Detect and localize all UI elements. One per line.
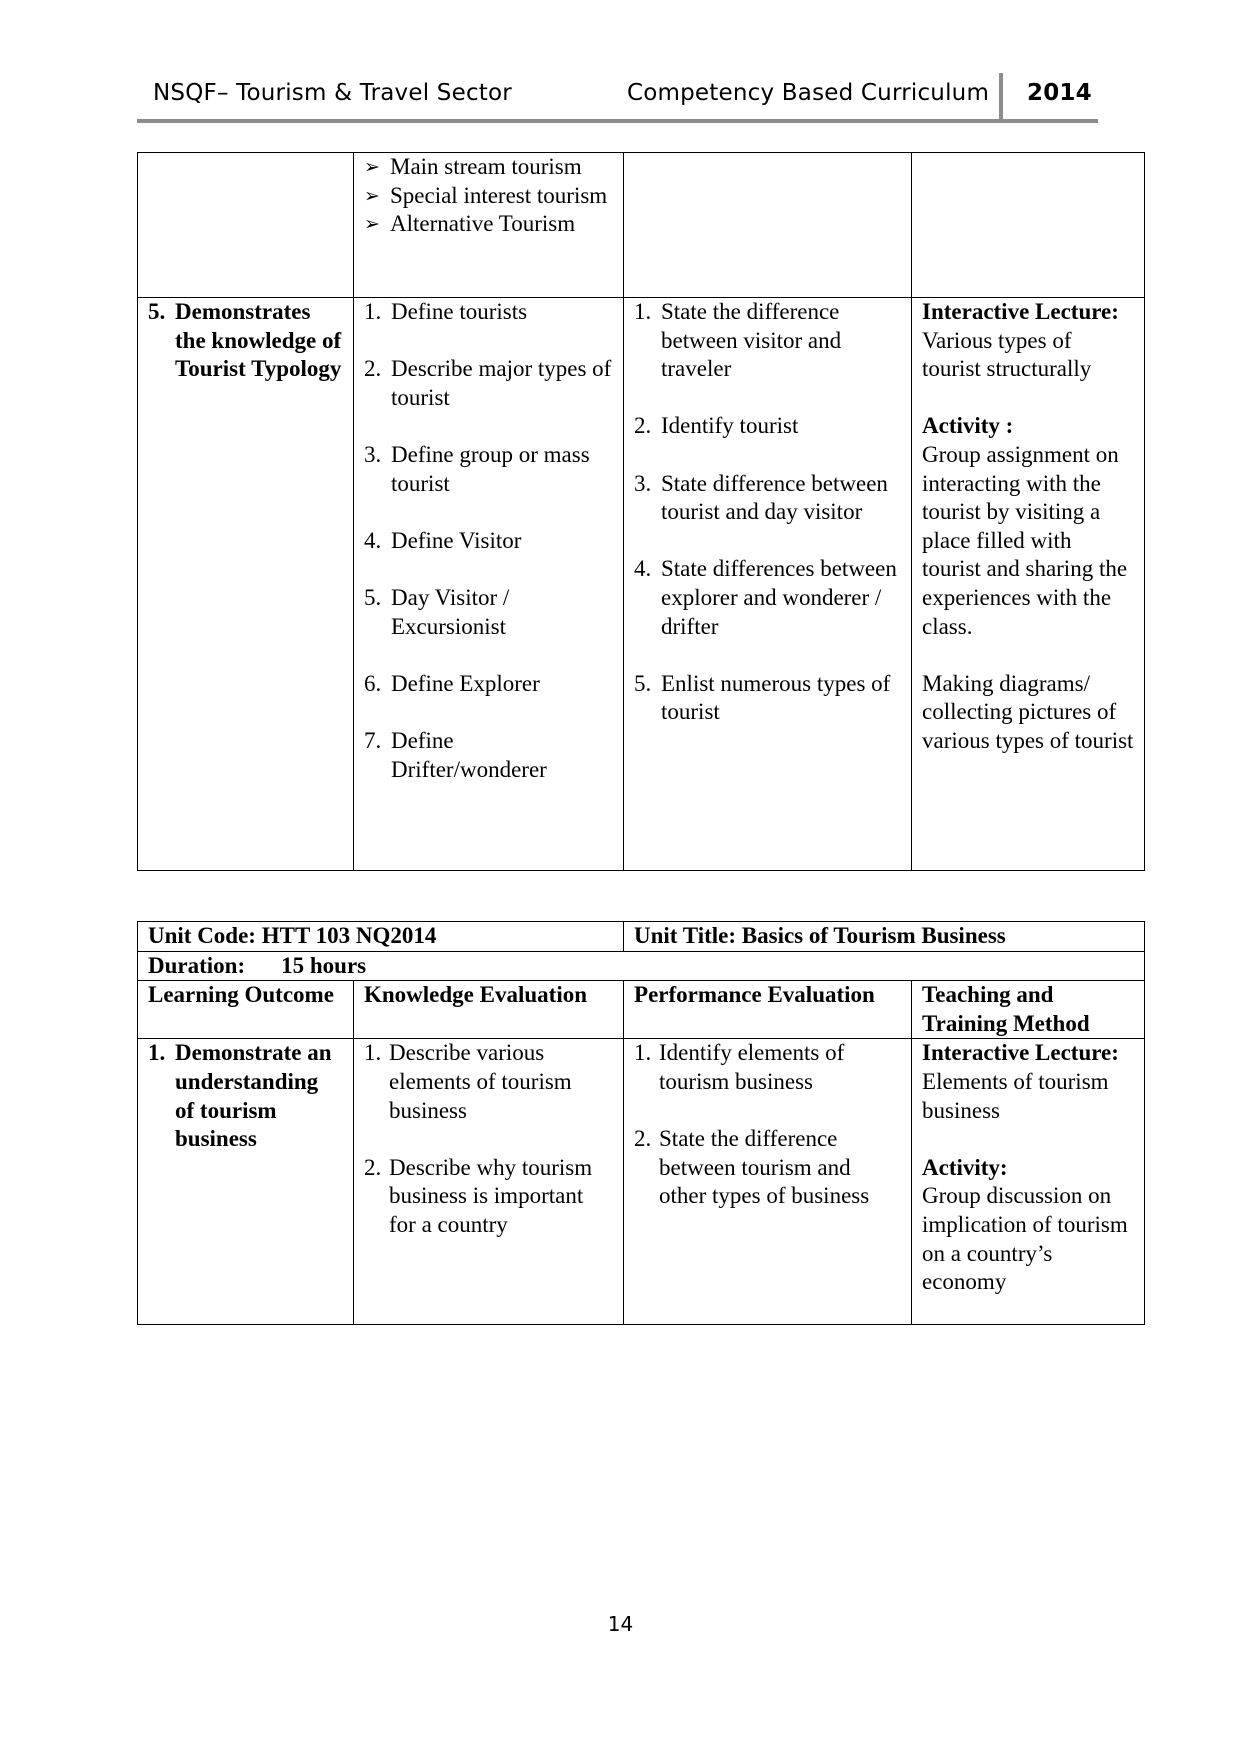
activity-heading: Activity : [922,413,1014,439]
list-item: 3. Define group or mass tourist [364,441,590,496]
tourism-types-list [364,153,613,239]
unit-code: Unit Code: HTT 103 NQ2014 [138,922,624,952]
table-row [138,951,1145,981]
teaching-cell-empty [912,153,1145,298]
list-item: 2. Identify tourist [634,413,799,439]
tourism-business-unit-table [137,921,1145,1325]
table-row [138,298,1145,871]
knowledge-evaluation-cell [354,1039,624,1325]
knowledge-list [364,298,613,784]
header-divider [999,73,1003,119]
col-header-learning-outcome: Learning Outcome [138,981,354,1039]
col-header-knowledge-evaluation: Knowledge Evaluation [354,981,624,1039]
unit-title: Unit Title: Basics of Tourism Business [624,922,1145,952]
list-item: ➢ Alternative Tourism [364,210,613,239]
header-curriculum-title: Competency Based Curriculum [627,80,990,106]
teaching-method-cell [912,298,1145,871]
performance-list [634,298,901,727]
duration-value: 15 hours [281,952,367,978]
arrow-bullet-icon: ➢ [364,184,380,207]
outcome-cell-empty [138,153,354,298]
list-item: 2. Describe why tourism business is important for a country [364,1154,593,1237]
activity-text: Group discussion on implication of tourism on a country’s economy [922,1183,1128,1295]
table-row [138,1039,1145,1325]
page-number: 14 [607,1612,634,1636]
col-header-teaching-method: Teaching and Training Method [912,981,1145,1039]
list-item: 2. State the difference between tourism and other types of business [634,1126,870,1209]
arrow-bullet-icon: ➢ [364,156,380,178]
lecture-text: Elements of tourism business [922,1068,1109,1123]
header-rule [137,119,1098,123]
page-header [137,68,1092,124]
activity-extra-text: Making diagrams/ collecting pictures of various types of tourist [922,670,1134,753]
arrow-bullet-icon: ➢ [364,213,380,236]
knowledge-evaluation-cell [354,298,624,871]
table-header-row [138,981,1145,1039]
learning-outcome-cell [138,1039,354,1325]
lecture-heading: Interactive Lecture: [922,299,1119,324]
table-row [138,153,1145,298]
duration-label: Duration: [148,952,246,978]
activity-heading: Activity: [922,1154,1008,1180]
list-item: 3. State difference between tourist and day visitor [634,470,888,525]
performance-list [634,1039,901,1211]
list-item: 4. Define Visitor [364,527,522,553]
header-year: 2014 [1027,80,1092,106]
performance-evaluation-cell [624,1039,912,1325]
list-item: 6. Define Explorer [364,670,540,696]
teaching-method-cell [912,1039,1145,1325]
learning-outcome-cell [138,298,354,871]
learning-outcome: 5. Demonstrates the knowledge of Tourist Typology [148,299,342,382]
continuation-cell [354,153,624,298]
tourist-typology-table [137,152,1145,871]
list-item: 4. State differences between explorer and wonderer / drifter [634,556,897,639]
list-item: 5. Day Visitor / Excursionist [364,584,510,639]
list-item: 7. Define Drifter/wonderer [364,727,547,782]
performance-evaluation-cell [624,298,912,871]
performance-cell-empty [624,153,912,298]
header-sector-title: NSQF– Tourism & Travel Sector [153,80,512,106]
list-item: 1. Define tourists [364,299,528,324]
knowledge-list [364,1039,613,1239]
list-item: 1. State the difference between visitor and traveler [634,299,842,382]
activity-text: Group assignment on interacting with the tourist by visiting a place filled with tourist and sharing the experiences with the class. [922,441,1128,639]
list-item: 5. Enlist numerous types of tourist [634,670,891,725]
list-item: 2. Describe major types of tourist [364,356,612,410]
list-item: 1. Describe various elements of tourism business [364,1040,572,1123]
list-item: ➢ Special interest tourism [364,182,613,211]
lecture-text: Various types of tourist structurally [922,327,1092,382]
col-header-performance-evaluation: Performance Evaluation [624,981,912,1039]
lecture-heading: Interactive Lecture: [922,1040,1119,1066]
table-row [138,922,1145,952]
duration [138,951,1145,981]
learning-outcome: 1. Demonstrate an understanding of tourism business [148,1040,332,1152]
list-item: ➢ Main stream tourism [364,153,613,182]
list-item: 1. Identify elements of tourism business [634,1040,845,1094]
